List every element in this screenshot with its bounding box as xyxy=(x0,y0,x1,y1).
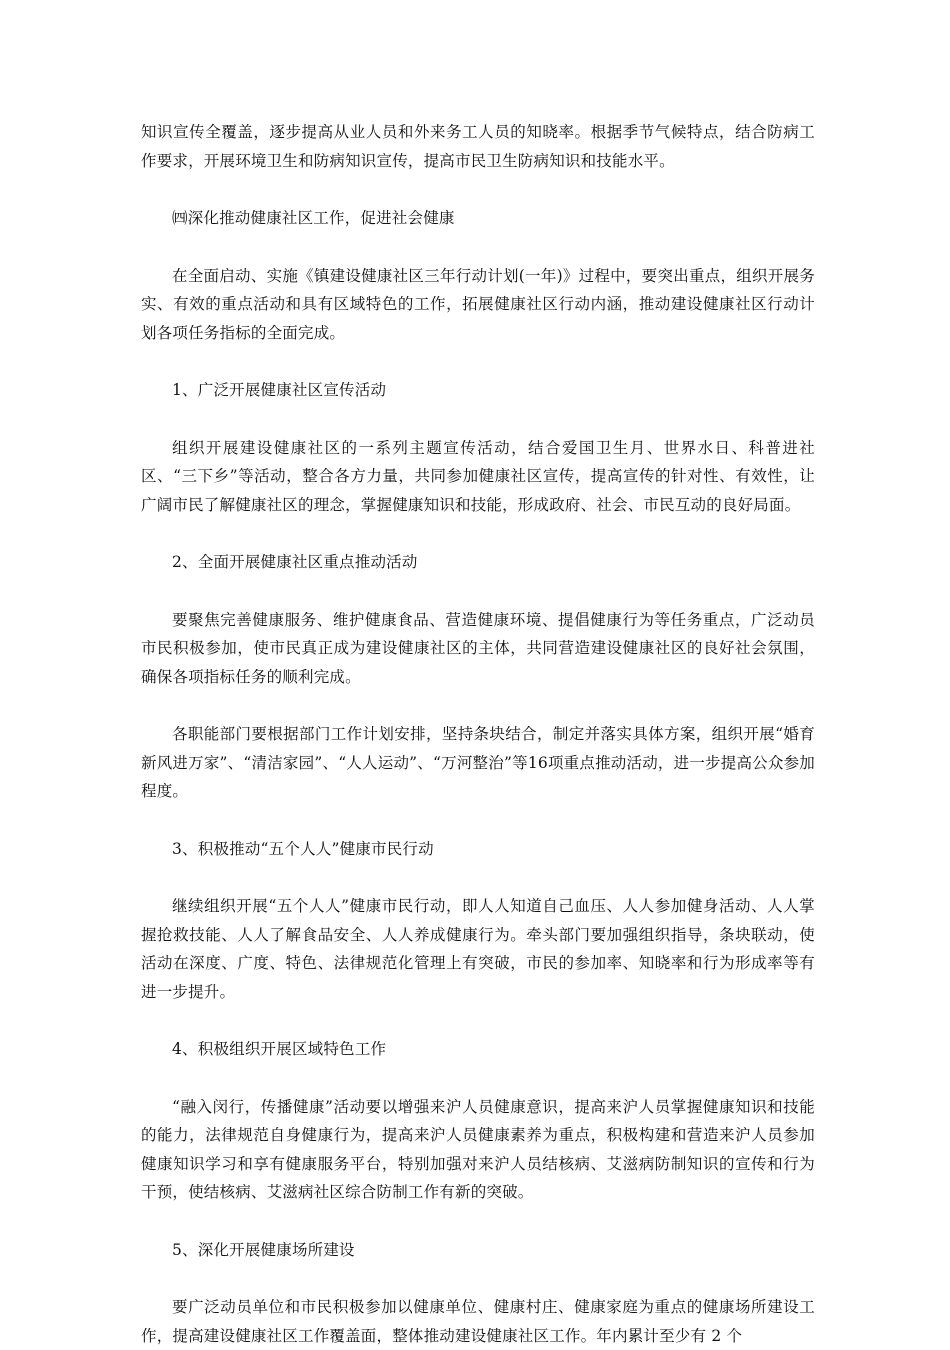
paragraph-intro-continued: 知识宣传全覆盖，逐步提高从业人员和外来务工人员的知晓率。根据季节气候特点，结合防病工作要求，开展环境卫生和防病知识宣传，提高市民卫生防病知识和技能水平。 xyxy=(141,123,815,170)
paragraph-departments: 各职能部门要根据部门工作计划安排，坚持条块结合，制定并落实具体方案，组织开展“婚育新风进万家”、“清洁家园”、“人人运动”、“万河整治”等16项重点推动活动，进一步提高公众参加程度。 xyxy=(141,725,815,800)
paragraph-action-plan: 在全面启动、实施《镇建设健康社区三年行动计划(一年)》过程中，要突出重点，组织开展务实、有效的重点活动和具有区域特色的工作，拓展健康社区行动内涵，推动建设健康社区行动计划各项任务指标的全面完成。 xyxy=(141,266,815,342)
subheading-4: 4、积极组织开展区域特色工作 xyxy=(172,1040,387,1058)
subheading-3: 3、积极推动“五个人人”健康市民行动 xyxy=(172,839,434,858)
paragraph-healthy-venues: 要广泛动员单位和市民积极参加以健康单位、健康村庄、健康家庭为重点的健康场所建设工作，提高建设健康社区工作覆盖面，整体推动建设健康社区工作。年内累计至少有 2 个 xyxy=(141,1298,815,1345)
paragraph-five-everyone: 继续组织开展“五个人人”健康市民行动，即人人知道自己血压、人人参加健身活动、人人掌握抢救技能、人人了解食品安全、人人养成健康行为。牵头部门要加强组织指导，条块联动，使活动在深度、广度、特色、法律规范化管理上有突破，市民的参加率、知晓率和行为形成率等有进一步提升。 xyxy=(141,897,815,1001)
section-heading-4: ㈣深化推动健康社区工作，促进社会健康 xyxy=(172,209,455,227)
paragraph-regional: “融入闵行，传播健康”活动要以增强来沪人员健康意识，提高来沪人员掌握健康知识和技能的能力，法律规范自身健康行为，提高来沪人员健康素养为重点，积极构建和营造来沪人员参加健康知识学习和享有健康服务平台，特别加强对来沪人员结核病、艾滋病防制知识的宣传和行为干预，使结核病、艾滋病社区综合防制工作有新的突破。 xyxy=(141,1097,815,1201)
paragraph-publicity: 组织开展建设健康社区的一系列主题宣传活动，结合爱国卫生月、世界水日、科普进社区、“三下乡”等活动，整合各方力量，共同参加健康社区宣传，提高宣传的针对性、有效性，让广阔市民了解健康社区的理念，掌握健康知识和技能，形成政府、社会、市民互动的良好局面。 xyxy=(141,438,815,514)
paragraph-key-activities: 要聚焦完善健康服务、维护健康食品、营造健康环境、提倡健康行为等任务重点，广泛动员市民积极参加，使市民真正成为建设健康社区的主体，共同营造建设健康社区的良好社会氛围，确保各项指标任务的顺利完成。 xyxy=(141,610,815,686)
subheading-5: 5、深化开展健康场所建设 xyxy=(172,1240,355,1259)
document-body xyxy=(141,118,815,1350)
subheading-1: 1、广泛开展健康社区宣传活动 xyxy=(172,381,387,399)
subheading-2: 2、全面开展健康社区重点推动活动 xyxy=(172,553,418,571)
